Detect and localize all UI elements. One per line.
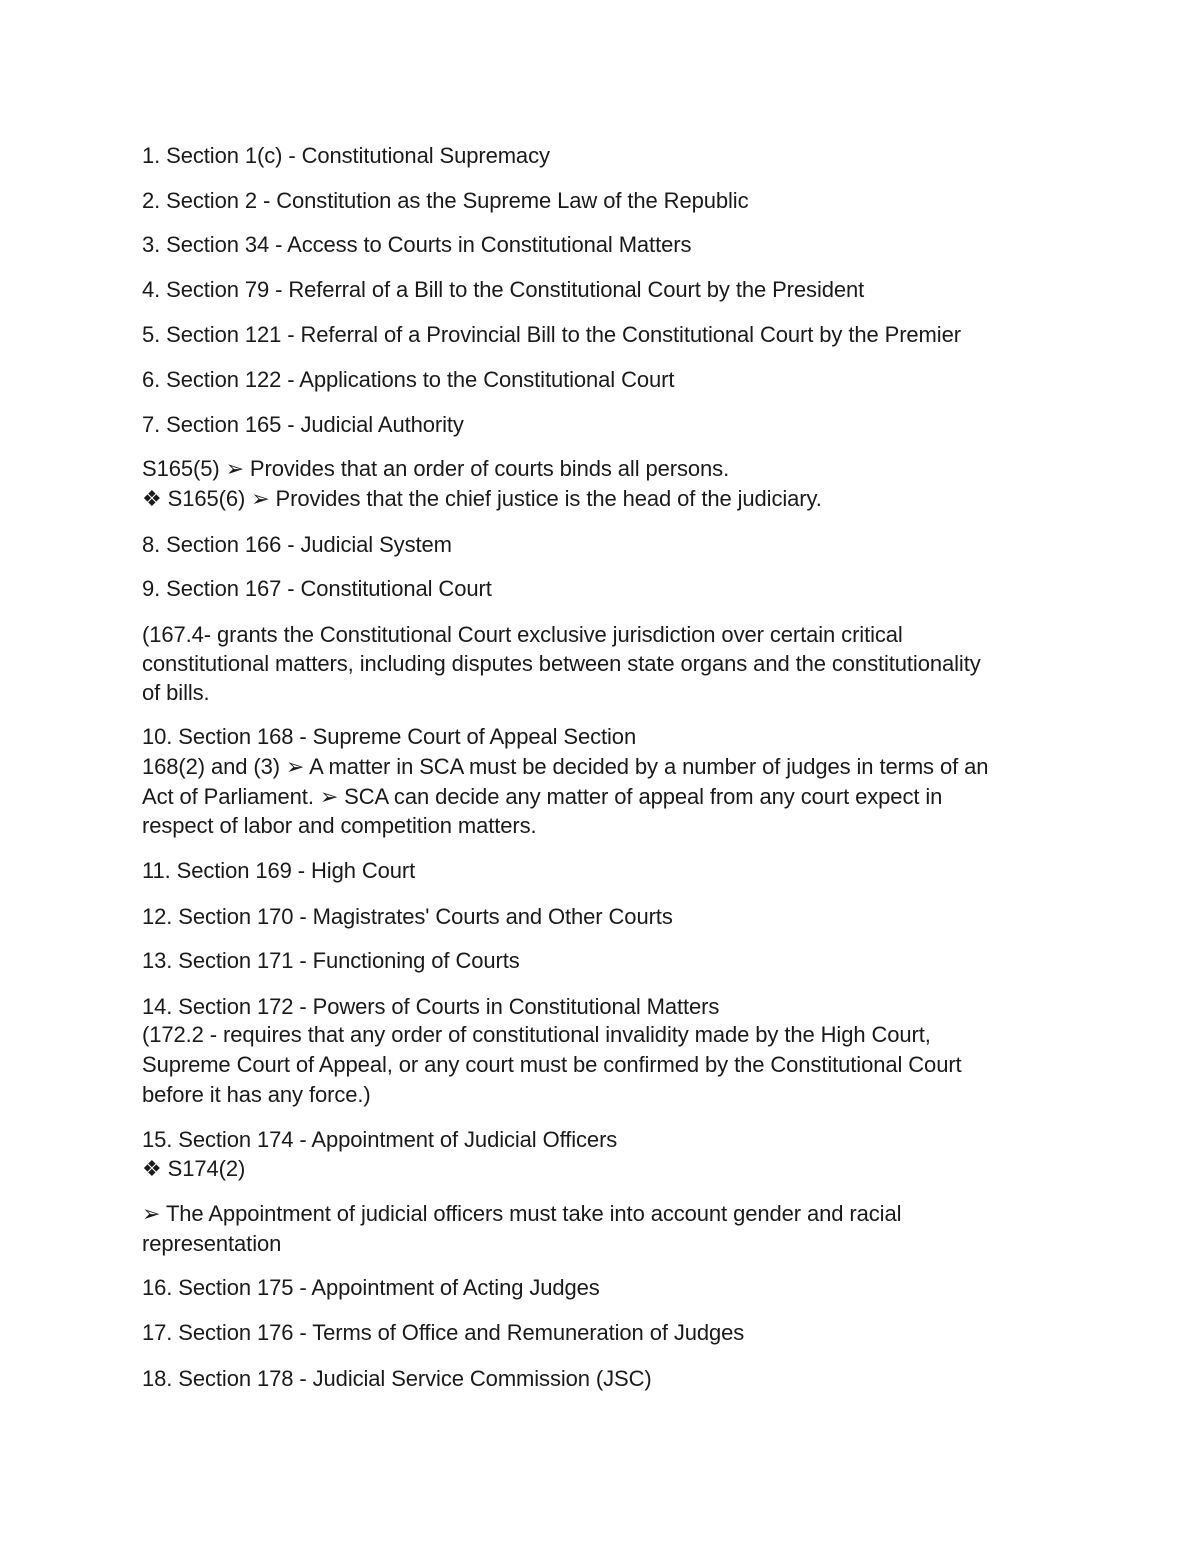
list-item-section-2: 2. Section 2 - Constitution as the Supreme Law of the Republic (142, 188, 749, 213)
list-item-section-165: 7. Section 165 - Judicial Authority (142, 412, 464, 437)
list-item-section-122: 6. Section 122 - Applications to the Constitutional Court (142, 367, 675, 392)
note-168-line-3: respect of labor and competition matters. (142, 813, 537, 838)
note-172-2-line-1: (172.2 - requires that any order of constitutional invalidity made by the High Court, (142, 1022, 931, 1047)
list-item-section-1c: 1. Section 1(c) - Constitutional Supremacy (142, 143, 550, 168)
list-item-section-171: 13. Section 171 - Functioning of Courts (142, 948, 520, 973)
note-167-4-line-2: constitutional matters, including disputes between state organs and the constitutionality (142, 651, 981, 676)
note-172-2-line-2: Supreme Court of Appeal, or any court must be confirmed by the Constitutional Court (142, 1052, 962, 1077)
list-item-section-169: 11. Section 169 - High Court (142, 858, 416, 883)
note-172-2-line-3: before it has any force.) (142, 1082, 371, 1107)
list-item-section-175: 16. Section 175 - Appointment of Acting Judges (142, 1275, 600, 1300)
note-168-line-1: 168(2) and (3) ➢ A matter in SCA must be decided by a number of judges in terms of an (142, 754, 989, 779)
list-item-section-170: 12. Section 170 - Magistrates' Courts and Other Courts (142, 904, 673, 929)
list-item-section-34: 3. Section 34 - Access to Courts in Constitutional Matters (142, 232, 692, 257)
list-item-section-167: 9. Section 167 - Constitutional Court (142, 576, 492, 601)
list-item-section-168: 10. Section 168 - Supreme Court of Appeal Section (142, 724, 637, 749)
list-item-section-174: 15. Section 174 - Appointment of Judicial Officers (142, 1127, 618, 1152)
list-item-section-178: 18. Section 178 - Judicial Service Commission (JSC) (142, 1366, 652, 1391)
note-167-4-line-3: of bills. (142, 680, 210, 705)
list-item-section-79: 4. Section 79 - Referral of a Bill to the Constitutional Court by the President (142, 277, 865, 302)
note-s174-2: ❖ S174(2) (142, 1156, 246, 1181)
list-item-section-166: 8. Section 166 - Judicial System (142, 532, 452, 557)
list-item-section-172: 14. Section 172 - Powers of Courts in Constitutional Matters (142, 994, 720, 1019)
note-174-line-2: representation (142, 1231, 282, 1256)
note-s165-6: ❖ S165(6) ➢ Provides that the chief justice is the head of the judiciary. (142, 486, 822, 511)
note-174-line-1: ➢ The Appointment of judicial officers must take into account gender and racial (142, 1201, 902, 1226)
note-168-line-2: Act of Parliament. ➢ SCA can decide any matter of appeal from any court expect in (142, 784, 943, 809)
list-item-section-121: 5. Section 121 - Referral of a Provincial Bill to the Constitutional Court by the Premier (142, 322, 961, 347)
list-item-section-176: 17. Section 176 - Terms of Office and Remuneration of Judges (142, 1320, 745, 1345)
note-s165-5: S165(5) ➢ Provides that an order of courts binds all persons. (142, 456, 730, 481)
note-167-4-line-1: (167.4- grants the Constitutional Court exclusive jurisdiction over certain critical (142, 622, 903, 647)
